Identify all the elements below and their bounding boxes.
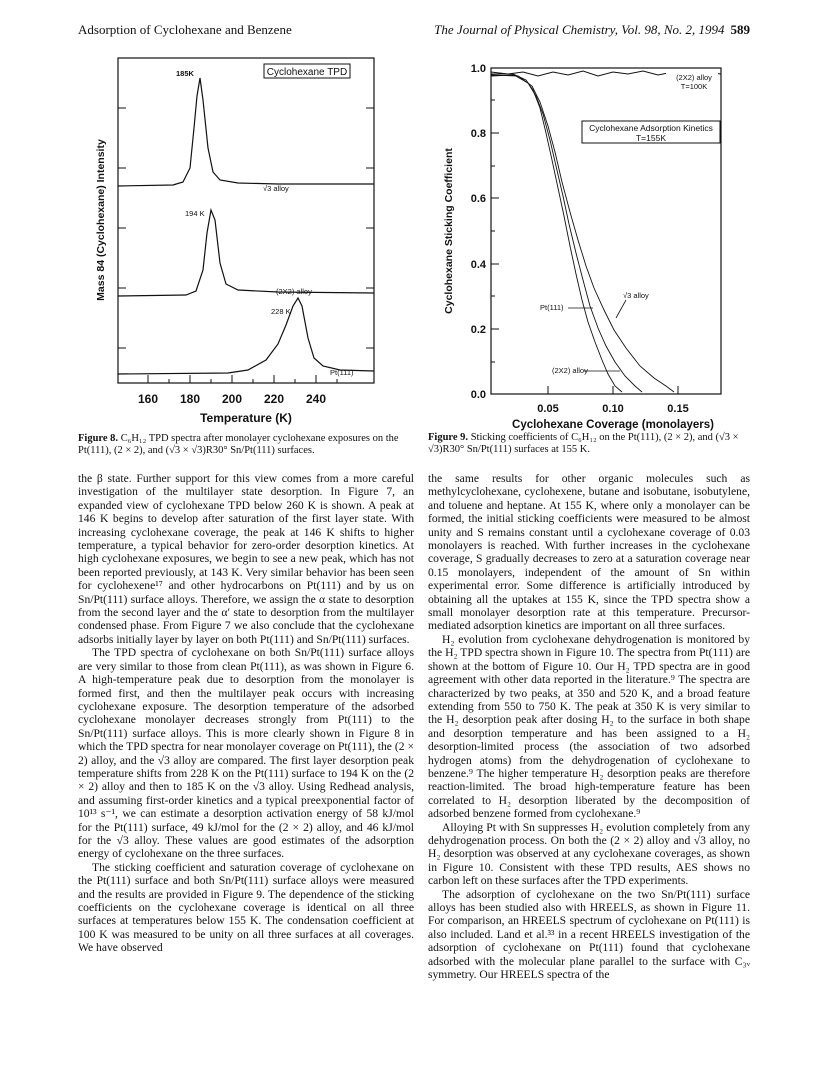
fig8-xtick-180: 180 (179, 392, 201, 406)
fig8-legend: Cyclohexane TPD (266, 67, 348, 78)
right-paragraph-2: H₂ evolution from cyclohexane dehydrogenation is monitored by the H₂ TPD spectra shown in Figure 10. The spectra from Pt(111) are shown at the bottom of Figure 10. Our H₂ TPD spectra are in good agreement with other data reported in the literature.⁹ The spectra are characterized by two peaks, at 350 and 520 K, and a broad feature extending from 550 to 750 K. The peak at 350 K is very similar to the H₂ desorption peak after dosing H₂ to the surface in both shape and desorption temperature and has been assigned to a H₂ desorption-limited process (the association of two adsorbed hydrogen atoms) from the dehydrogenation of cyclohexane to benzene.⁹ The higher temperature H₂ desorption peaks are therefore reaction-limited. The broad high-temperature feature has been correlated to H₂ desorption liberated by the decomposition of adsorbed benzene formed from cyclohexane.⁹ (428, 632, 750, 821)
fig8-xtick-220: 220 (263, 392, 285, 406)
fig8-caption-label: Figure 8. (78, 433, 119, 444)
fig8-label-pt111: Pt(111) (330, 368, 354, 377)
figure-9 (428, 48, 748, 448)
left-paragraph-1: the β state. Further support for this view comes from a more careful investigation of the multilayer state desorption. In Figure 7, an expanded view of cyclohexane TPD below 260 K is shown. A peak at 146 K begins to develop after saturation of the first layer state. With increasing cyclohexane coverage, the peak at 146 K shifts to higher temperature, a typical behavior for zero-order desorption kinetics. At high cyclohexane exposures, we begin to see a new peak, which has not been reported previously, at 143 K. Very similar behavior has been seen for cyclohexene¹⁷ and other hydrocarbons on Pt(111) and by us on Sn/Pt(111) surface alloys. Therefore, we assign the α state to desorption from the second layer and the α′ state to desorption from the multilayer condensed phase. From Figure 7 we also conclude that the cyclohexane adsorbs initially layer by layer on both Pt(111) and Sn/Pt(111) surfaces. (78, 472, 414, 646)
fig8-xtick-200: 200 (221, 392, 243, 406)
fig9-label-pt111: Pt(111) (540, 303, 564, 312)
trace-2x2 (118, 210, 374, 296)
page-number: 589 (730, 22, 750, 37)
figure-8-caption (78, 433, 414, 457)
fig9-xtick-0.15: 0.15 (667, 403, 689, 415)
fig8-label-228k: 228 K (271, 307, 291, 316)
right-paragraph-3: Alloying Pt with Sn suppresses H₂ evolution completely from any dehydrogenation process. On both the (2 × 2) alloy and √3 alloy, no H₂ desorption was observed at any cyclohexane coverages, as shown in Figure 10. Consistent with these TPD results, AES shows no carbon left on these surfaces after the TPD experiments. (428, 820, 750, 888)
figure-9-caption (428, 432, 750, 456)
fig9-ytick-0.8: 0.8 (470, 128, 486, 140)
fig9-ytick-0.4: 0.4 (470, 259, 486, 271)
fig9-ytick-0.0: 0.0 (470, 389, 486, 401)
fig9-ytick-1.0: 1.0 (470, 63, 486, 75)
fig8-xtick-160: 160 (137, 392, 159, 406)
fig8-ylabel: Mass 84 (Cyclohexane) Intensity (95, 139, 107, 301)
fig9-xtick-0.10: 0.10 (602, 403, 624, 415)
trace-pt111 (118, 298, 374, 374)
right-paragraph-1: the same results for other organic molecules such as methylcyclohexane, cyclohexene, butane and isobutane, isobutylene, and toluene and heptane. At 155 K, where only a monolayer can be formed, the initial sticking coefficients were measured to be almost unity and S remains constant until a cyclohexane coverage of 0.03 monolayers is reached. With further increases in the cyclohexane coverage, S gradually decreases to zero at a saturation coverage near 0.15 monolayers, independent of the amount of Sn within experimental error. Some difference is artificially introduced by obtaining all the uptakes at 155 K, since the TPD spectra show a small monolayer desorption rate at this temperature. Precursor-mediated adsorption kinetics are important on all three surfaces. (428, 472, 750, 633)
fig9-label-2x2: (2X2) alloy (552, 366, 588, 375)
right-paragraph-4: The adsorption of cyclohexane on the two Sn/Pt(111) surface alloys has been studied also with HREELS, as shown in Figure 11. For comparison, an HREELS spectrum of cyclohexane on Pt(111) is also included. Land et al.³³ in a recent HREELS investigation of the adsorption of cyclohexane on Pt(111) found that cyclohexane adsorbed with the molecular plane parallel to the surface with C₃ᵥ symmetry. Our HREELS spectra of the (428, 887, 750, 982)
fig9-ylabel: Cyclohexane Sticking Coefficient (443, 148, 455, 314)
fig8-xtick-240: 240 (305, 392, 327, 406)
fig8-label-194k: 194 K (185, 209, 205, 218)
left-paragraph-3: The sticking coefficient and saturation coverage of cyclohexane on the Pt(111) surface and both Sn/Pt(111) surface alloys were measured and the results are provided in Figure 9. The dependence of the sticking coefficients on the cyclohexane coverage is identical on all three surfaces at temperatures below 155 K. The condensation coefficient at 100 K was measured to be unity on all three surfaces at all coverages. We have observed (78, 860, 414, 955)
fig8-caption-text: C₆H₁₂ TPD spectra after monolayer cyclohexane exposures on the Pt(111), (2 × 2), and (√3 × √3)R30° Sn/Pt(111) surfaces. (78, 433, 399, 456)
trace-sqrt3 (118, 78, 374, 186)
fig8-label-185k: 185K (176, 69, 194, 78)
left-column (78, 472, 414, 955)
fig9-ytick-0.6: 0.6 (470, 193, 486, 205)
journal-citation: The Journal of Physical Chemistry, Vol. 98, No. 2, 1994 (434, 22, 725, 37)
fig9-ytick-0.2: 0.2 (470, 324, 486, 336)
fig8-xlabel: Temperature (K) (200, 411, 292, 425)
running-header-left: Adsorption of Cyclohexane and Benzene (78, 22, 292, 37)
fig9-legend-box1: Cyclohexane Adsorption Kinetics (589, 123, 713, 133)
left-paragraph-2: The TPD spectra of cyclohexane on both Sn/Pt(111) surface alloys are very similar to those from clean Pt(111), as was shown in Figure 6. A high-temperature peak due to desorption from the monolayer is formed first, and then the multilayer peak occurs with increasing cyclohexane exposure. The desorption temperature of the adsorbed cyclohexane monolayer decreases strongly from Pt(111) to the Sn/Pt(111) surface alloys. This is more clearly shown in Figure 8 in which the TPD spectra for near monolayer coverage on Pt(111), the (2 × 2) alloy, and the √3 alloy are compared. The first layer desorption peak temperature shifts from 228 K on the Pt(111) surface to 194 K on the (2 × 2) alloy and then to 185 K on the √3 alloy. Using Redhead analysis, and assuming first-order kinetics and a typical preexponential factor of 10¹³ s⁻¹, we can estimate a desorption activation energy of 58 kJ/mol for the Pt(111) surface, 49 kJ/mol for the (2 × 2) alloy, and 46 kJ/mol for the √3 alloy. These values are good estimates of the adsorption energy of cyclohexane on the three surfaces. (78, 646, 414, 861)
fig9-legend-top2: T=100K (680, 82, 708, 91)
fig9-caption-text: Sticking coefficients of C₆H₁₂ on the Pt(111), (2 × 2), and (√3 × √3)R30° Sn/Pt(111) surfaces at 155 K. (428, 432, 739, 455)
fig9-xtick-0.05: 0.05 (537, 403, 559, 415)
fig9-xlabel: Cyclohexane Coverage (monolayers) (512, 419, 714, 431)
right-column (428, 472, 750, 981)
fig9-legend-box2: T=155K (635, 133, 667, 143)
figure-8 (78, 48, 418, 433)
fig8-label-sqrt3: √3 alloy (263, 184, 289, 193)
fig8-label-2x2: (2X2) alloy (276, 287, 312, 296)
fig9-label-sqrt3: √3 alloy (623, 291, 649, 300)
fig9-caption-label: Figure 9. (428, 432, 469, 443)
fig9-legend-top: (2X2) alloy (676, 73, 712, 82)
running-header-right (434, 22, 750, 38)
